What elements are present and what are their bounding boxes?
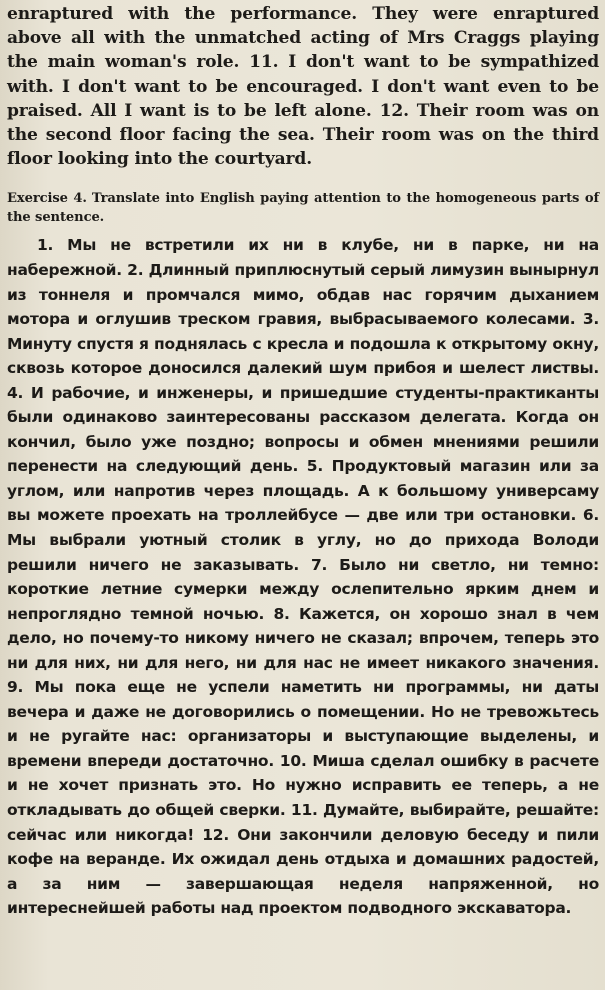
exercise-text: 1. Мы не встретили их ни в клубе, ни в парке, ни на набережной. 2. Длинный приплюснутый серый лимузин вынырнул из тоннеля и промчался мимо, обдав нас горячим дыханием мотора и оглушив треском гравия, выбрасываемого колесами. 3. Минуту спустя я поднялась с кресла и подошла к открытому окну, сквозь которое доносился далекий шум прибоя и шелест листвы. 4. И рабочие, и инженеры, и пришедшие студенты-практиканты были одинаково заинтересованы рассказом делегата. Когда он кончил, было уже поздно; вопросы и обмен мнениями решили перенести на следующий день. 5. Продуктовый магазин или за углом, или напротив через площадь. А к большому универсаму вы можете проехать на троллейбусе — две или три остановки. 6. Мы выбрали уютный столик в углу, но до прихода Володи решили ничего не заказывать. 7. Было ни светло, ни темно: короткие летние сумерки между ослепительно ярким днем и непроглядно темной ночью. 8. Кажется, он хорошо знал в чем дело, но почему-то никому ничего не сказал; впрочем, теперь это ни для них, ни для него, ни для нас не имеет никакого значения. 9. Мы пока еще не успели наметить ни программы, ни даты вечера и даже не договорились о помещении. Но не тревожьтесь и не ругайте нас: организаторы и выступающие выделены, и времени впереди достаточно. 10. Миша сделал ошибку в расчете и не хочет признать это. Но нужно исправить ее теперь, а не откладывать до общей сверки. 11. Думайте, выбирайте, решайте: сейчас или никогда! 12. Они закончили деловую беседу и пили кофе на веранде. Их ожидал день отдыха и домашних радостей, а за ним — завершающая неделя напряженной, но интереснейшей работы над проектом подводного экскаватора. xyxy=(7,236,599,918)
exercise-instruction: Translate into English paying attention to the homogeneous parts of the sentence. xyxy=(7,191,599,226)
exercise-heading xyxy=(7,189,599,227)
exercise-label: Exercise 4. xyxy=(7,191,87,207)
continuation-paragraph: enraptured with the performance. They were enraptured above all with the unmatched acting of Mrs Craggs playing the main woman's role. 11. I don't want to be sympathized with. I don't want to be encouraged. I don't want even to be praised. All I want is to be left alone. 12. Their room was on the second floor facing the sea. Their room was on the third floor looking into the courtyard. xyxy=(7,4,599,170)
